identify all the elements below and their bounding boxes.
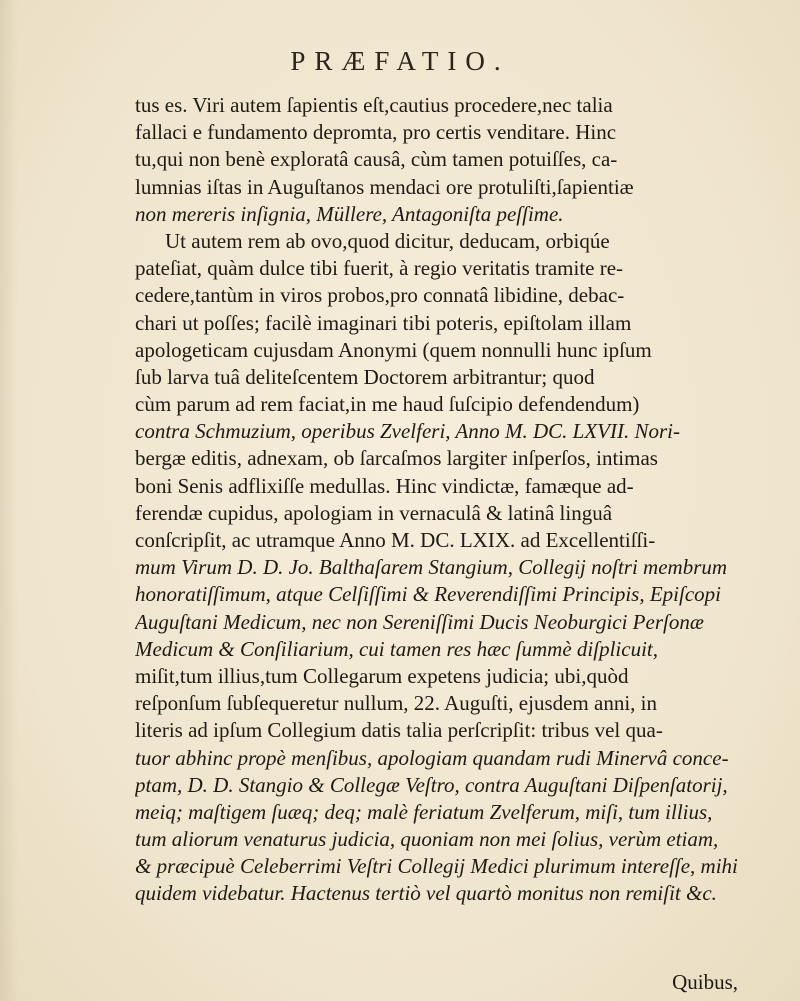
text-line: ferendæ cupidus, apologiam in vernaculâ & latinâ linguâ <box>135 500 613 525</box>
text-line: boni Senis adflixiſſe medullas. Hinc vindictæ, famæque ad- <box>135 473 634 498</box>
text-line: fallaci e fundamento depromta, pro certis venditare. Hinc <box>135 120 617 145</box>
text-line: mum Virum D. D. Jo. Balthaſarem Stangium, Collegij noſtri membrum <box>135 555 728 580</box>
text-line: apologeticam cujusdam Anonymi (quem nonnulli hunc ipſum <box>135 337 652 362</box>
text-line: Ut autem rem ab ovo,quod dicitur, deducam, orbiqúe <box>165 228 610 253</box>
text-line: pateſiat, quàm dulce tibi fuerit, à regio veritatis tramite re- <box>135 256 624 281</box>
text-line: meiq; maſtigem ſuæq; deq; malè feriatum Zvelferum, miſi, tum illius, <box>135 799 713 824</box>
text-line: conſcripſit, ac utramque Anno M. DC. LXIX. ad Excellentiſſi- <box>135 528 656 552</box>
text-line: & præcipuè Celeberrimi Veſtri Collegij Medici plurimum intereſſe, mihi <box>135 854 738 879</box>
text-line: quidem videbatur. Hactenus tertiò vel quartò monitus non remiſit &c. <box>135 881 717 906</box>
text-line: ſub larva tuâ deliteſcentem Doctorem arbitrantur; quod <box>135 364 595 389</box>
text-line: contra Schmuzium, operibus Zvelferi, Anno M. DC. LXVII. Nori- <box>135 419 680 444</box>
text-line: tu,qui non benè exploratâ causâ, cùm tamen potuiſſes, ca- <box>135 147 618 172</box>
text-line: cùm parum ad rem faciat,in me haud ſuſcipio defendendum) <box>135 392 640 417</box>
running-title: PRÆFATIO. <box>290 46 510 76</box>
text-line: non mereris inſignia, Müllere, Antagoniſta peſſime. <box>135 201 564 226</box>
text-line: chari ut poſſes; facilè imaginari tibi poteris, epiſtolam illam <box>135 310 632 335</box>
text-line: literis ad ipſum Collegium datis talia perſcripſit: tribus vel qua- <box>135 718 663 743</box>
text-line: honoratiſſimum, atque Celſiſſimi & Reverendiſſimi Principis, Epiſcopi <box>135 582 721 607</box>
text-line: lumnias iſtas in Auguſtanos mendaci ore protuliſti,ſapientiæ <box>135 174 634 199</box>
body-text <box>135 92 790 908</box>
text-line: reſponſum ſubſequeretur nullum, 22. Auguſti, ejusdem anni, in <box>135 691 658 716</box>
text-line: tus es. Viri autem ſapientis eſt,cautius procedere,nec talia <box>135 93 613 117</box>
text-line: cedere,tantùm in viros probos,pro connatâ libidine, debac- <box>135 283 625 308</box>
text-line: Medicum & Conſiliarium, cui tamen res hæc ſummè diſplicuit, <box>135 636 658 661</box>
page-gutter-shadow <box>0 0 18 1001</box>
text-line: Auguſtani Medicum, nec non Sereniſſimi Ducis Neoburgici Perſonæ <box>135 609 704 634</box>
catchword: Quibus, <box>672 970 738 994</box>
text-line: tum aliorum venaturus judicia, quoniam non mei ſolius, verùm etiam, <box>135 827 719 852</box>
text-line: miſit,tum illius,tum Collegarum expetens judicia; ubi,quòd <box>135 663 629 688</box>
text-line: tuor abhinc propè menſibus, apologiam quandam rudi Minervâ conce- <box>135 745 729 770</box>
text-line: ptam, D. D. Stangio & Collegæ Veſtro, contra Auguſtani Diſpenſatorij, <box>135 772 728 797</box>
text-line: bergæ editis, adnexam, ob ſarcaſmos largiter inſperſos, intimas <box>135 446 658 471</box>
